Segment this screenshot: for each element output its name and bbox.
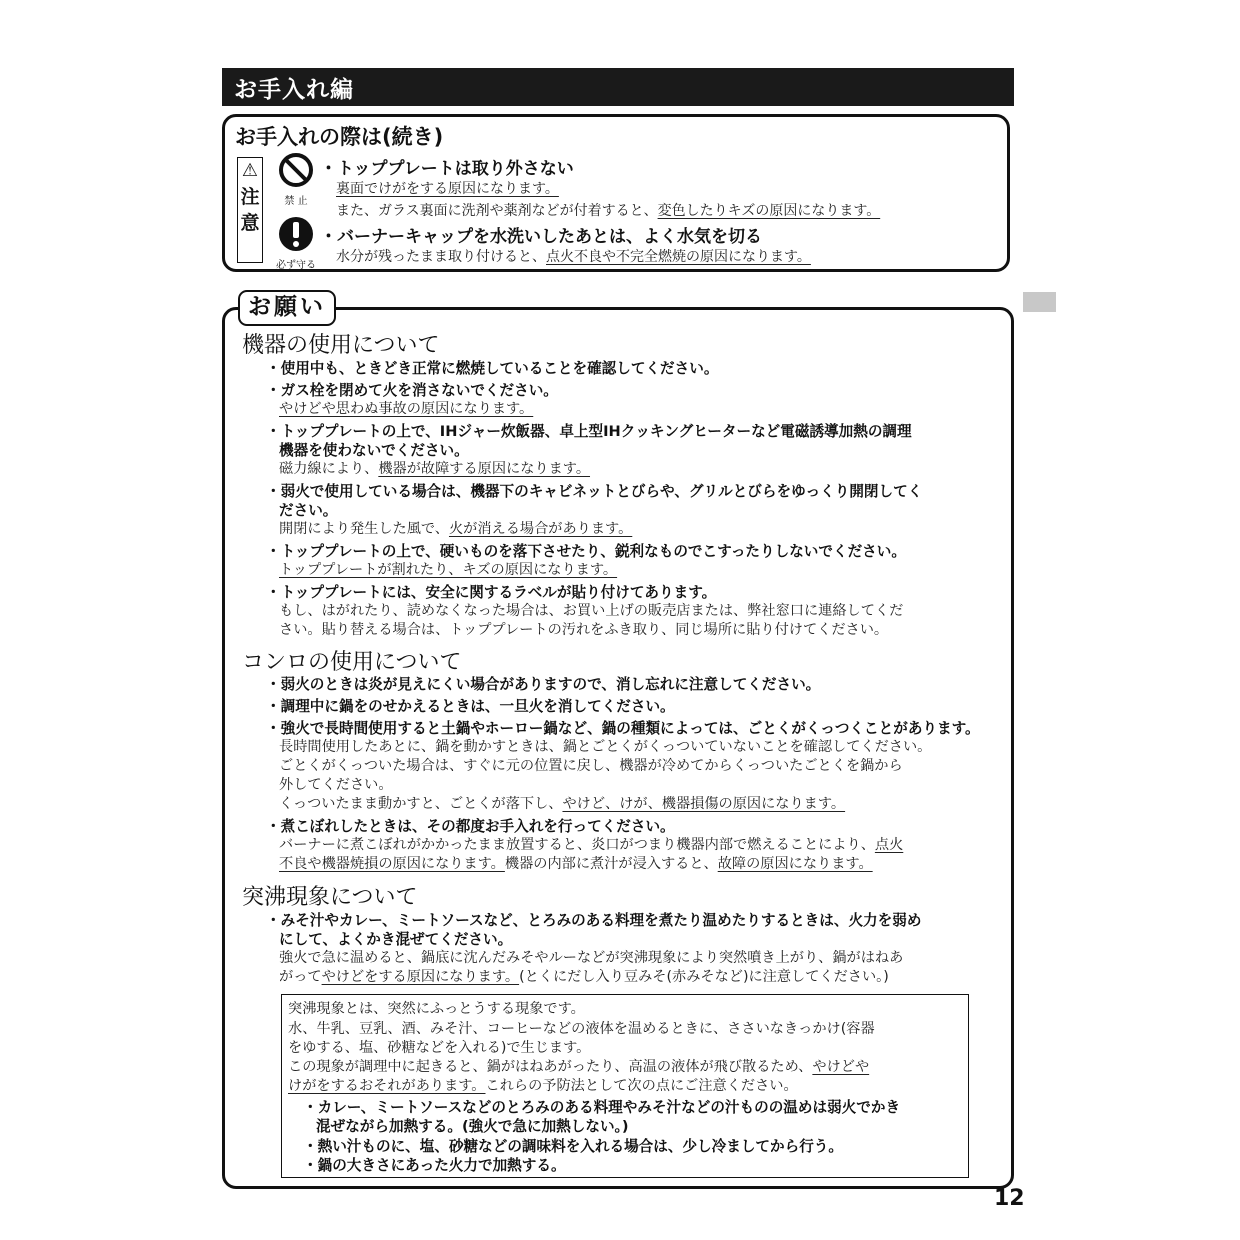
caution-label-char-1: 注 xyxy=(240,186,260,208)
s1-note: さい。貼り替える場合は、トッププレートの汚れをふき取り、同じ場所に貼り付けてください。 xyxy=(279,622,889,638)
s1-item: ・弱火で使用している場合は、機器下のキャビネットとびらや、グリルとびらをゆっくり開閉してく xyxy=(266,483,923,500)
s2-item: ・調理中に鍋をのせかえるときは、一旦火を消してください。 xyxy=(266,698,675,715)
side-index-tab xyxy=(1023,292,1056,312)
note-line: 突沸現象とは、突然にふっとうする現象です。 xyxy=(288,1001,585,1017)
heading-device-use: 機器の使用について xyxy=(242,333,440,358)
note-bullet: ・カレー、ミートソースなどのとろみのある料理やみそ汁などの汁ものの温めは弱火でかき xyxy=(303,1099,901,1116)
warning-triangle-icon: ⚠ xyxy=(241,160,259,181)
s2-note: くっついたまま動かすと、ごとくが落下し、やけど、けが、機器損傷の原因になります。 xyxy=(279,796,846,812)
s3-note: がってやけどをする原因になります。(とくにだし入り豆みそ(赤みそなど)に注意してください。) xyxy=(279,969,889,985)
s1-note: やけどや思わぬ事故の原因になります。 xyxy=(279,401,534,417)
s1-note: 開閉により発生した風で、火が消える場合があります。 xyxy=(279,521,633,537)
s1-note: 磁力線により、機器が故障する原因になります。 xyxy=(279,461,591,477)
s2-item: ・煮こぼれしたときは、その都度お手入れを行ってください。 xyxy=(266,818,675,835)
s1-item: ・トッププレートの上で、IHジャー炊飯器、卓上型IHクッキングヒーターなど電磁誘導加熱の調理 xyxy=(266,423,912,440)
prohibition-icon xyxy=(278,152,314,188)
s2-note: 長時間使用したあとに、鍋を動かすときは、鍋とごとくがくっついていないことを確認してください。 xyxy=(279,739,932,755)
s2-note: バーナーに煮こぼれがかかったまま放置すると、炎口がつまり機器内部で燃えることにより、点火 xyxy=(279,837,904,853)
must-caption: 必ず守る xyxy=(276,260,316,271)
note-line: 水、牛乳、豆乳、酒、みそ汁、コーヒーなどの液体を温めるときに、ささいなきっかけ(容器 xyxy=(288,1021,875,1037)
s1-item: ・トッププレートには、安全に関するラベルが貼り付けてあります。 xyxy=(266,584,717,601)
s3-item: ・みそ汁やカレー、ミートソースなど、とろみのある料理を煮たり温めたりするときは、火力を弱め xyxy=(266,912,922,929)
s1-item-cont: 機器を使わないでください。 xyxy=(279,442,469,459)
s1-note: トッププレートが割れたり、キズの原因になります。 xyxy=(279,562,618,578)
must-symbol xyxy=(272,216,320,271)
s3-item-cont: にして、よくかき混ぜてください。 xyxy=(279,931,513,948)
caution-item1-head: ・トッププレートは取り外さない xyxy=(320,159,574,179)
prohibit-caption: 禁 止 xyxy=(284,196,308,207)
s1-item-cont: ださい。 xyxy=(279,502,338,519)
s1-note: もし、はがれたり、読めなくなった場合は、お買い上げの販売店または、弊社窓口に連絡してくだ xyxy=(279,603,904,619)
note-line: けがをするおそれがあります。これらの予防法として次の点にご注意ください。 xyxy=(288,1078,798,1094)
s2-item: ・弱火のときは炎が見えにくい場合がありますので、消し忘れに注意してください。 xyxy=(266,676,821,693)
s1-item: ・トッププレートの上で、硬いものを落下させたり、鋭利なものでこすったりしないでください。 xyxy=(266,543,906,560)
caution-item1-text: 裏面でけがをする原因になります。 xyxy=(336,181,559,197)
caution-title: お手入れの際は(続き) xyxy=(235,125,444,149)
page-number: 12 xyxy=(994,1186,1025,1211)
s2-note: 不良や機器焼損の原因になります。機器の内部に煮汁が浸入すると、故障の原因になります。 xyxy=(279,856,873,872)
heading-stove-use: コンロの使用について xyxy=(242,650,462,675)
exclamation-icon xyxy=(278,216,314,252)
section-title: お手入れ編 xyxy=(234,77,354,103)
s2-note: 外してください。 xyxy=(279,777,393,793)
caution-item1-text2: また、ガラス裏面に洗剤や薬剤などが付着すると、変色したりキズの原因になります。 xyxy=(336,203,881,219)
caution-label-char-2: 意 xyxy=(240,212,260,234)
s2-item: ・強火で長時間使用すると土鍋やホーロー鍋など、鍋の種類によっては、ごとくがくっつくことがあります。 xyxy=(266,720,980,737)
note-bullet-cont: 混ぜながら加熱する。(強火で急に加熱しない。) xyxy=(316,1118,629,1135)
s3-note: 強火で急に温めると、鍋底に沈んだみそやルーなどが突沸現象により突然噴き上がり、鍋がはねあ xyxy=(279,950,904,966)
heading-bumping: 突沸現象について xyxy=(242,885,418,910)
caution-item2-head: ・バーナーキャップを水洗いしたあとは、よく水気を切る xyxy=(320,227,762,247)
note-bullet: ・鍋の大きさにあった火力で加熱する。 xyxy=(303,1157,566,1174)
caution-label xyxy=(237,157,263,263)
note-line: この現象が調理中に起きると、鍋がはねあがったり、高温の液体が飛び散るため、やけどや xyxy=(288,1059,870,1075)
caution-item2-text: 水分が残ったまま取り付けると、点火不良や不完全燃焼の原因になります。 xyxy=(336,249,811,265)
s2-note: ごとくがくっついた場合は、すぐに元の位置に戻し、機器が冷めてからくっついたごとくを鍋から xyxy=(279,758,903,774)
s1-item: ・使用中も、ときどき正常に燃焼していることを確認してください。 xyxy=(266,360,719,377)
prohibit-symbol xyxy=(276,152,316,207)
note-bullet: ・熱い汁ものに、塩、砂糖などの調味料を入れる場合は、少し冷ましてから行う。 xyxy=(303,1138,843,1155)
s1-item: ・ガス栓を閉めて火を消さないでください。 xyxy=(266,382,558,399)
section-title-bar xyxy=(222,68,1014,106)
request-tag: お願い xyxy=(238,290,336,326)
note-line: をゆする、塩、砂糖などを入れる)で生じます。 xyxy=(288,1040,591,1056)
